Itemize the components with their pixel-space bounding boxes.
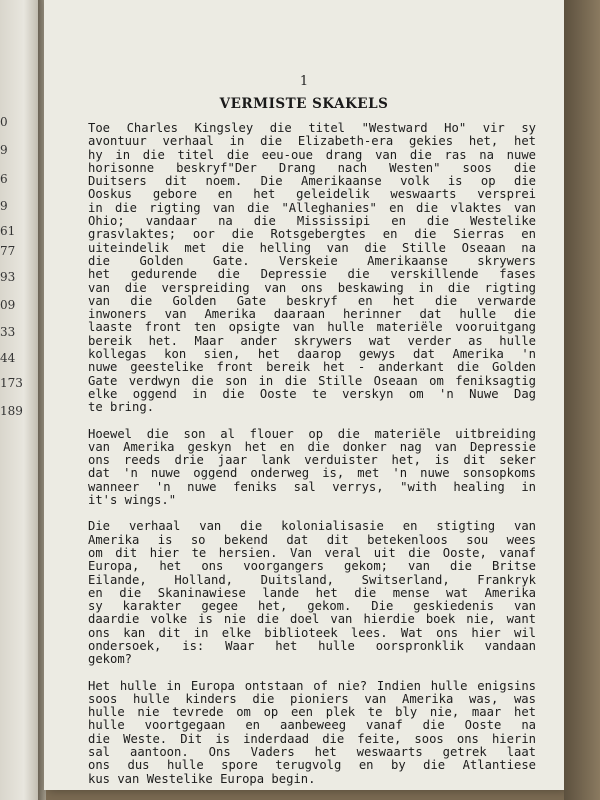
- paragraph: [88, 520, 536, 666]
- text-line: avontuur verhaal in die Elizabeth-era gekies het, het: [88, 134, 536, 149]
- left-page-number: 9: [0, 143, 8, 157]
- previous-page-edge: [0, 0, 40, 800]
- text-line: kollegas kon sien, het daarop gewys dat Amerika 'n: [88, 347, 536, 362]
- text-line: van Amerika geskyn het en die donker nag van Depressie: [88, 439, 536, 454]
- text-line: elke oggend in die Ooste te verskyn om 'n Nuwe Dag: [88, 386, 536, 401]
- text-line: kus van Westelike Europa begin.: [88, 771, 316, 786]
- left-page-number: 6: [0, 172, 8, 186]
- text-line: grasvlaktes; oor die Rotsgebergtes en die Sierras en: [88, 227, 536, 242]
- text-line: Die verhaal van die kolonialisasie en stigting van: [88, 519, 536, 534]
- text-line: ondersoek, is: Waar het hulle oorspronklik vandaan: [88, 638, 536, 653]
- text-line: in die rigting van die "Alleghanies" en die vlaktes van: [88, 200, 536, 215]
- text-line: hulle nie tevrede om op een plek te bly nie, maar het: [88, 705, 536, 720]
- table-background: [564, 0, 600, 800]
- text-line: Toe Charles Kingsley die titel "Westward Ho" vir sy: [88, 121, 536, 135]
- text-line: Gate verdwyn die son in die Stille Oseaan om feniksagtig: [88, 373, 536, 388]
- text-line: laaste front ten opsigte van hulle materiële vooruitgang: [88, 320, 536, 335]
- paragraph: [88, 122, 536, 415]
- text-line: Ooskus gebore en het geleidelik weswaarts versprei: [88, 187, 536, 202]
- left-page-number: 77: [0, 244, 16, 258]
- text-line: van die Golden Gate beskryf en het die verwarde: [88, 293, 536, 308]
- left-page-number: 173: [0, 376, 23, 390]
- left-page-number: 61: [0, 224, 16, 238]
- text-line: it's wings.": [88, 493, 177, 508]
- text-line: uiteindelik met die helling van die Stille Oseaan na: [88, 240, 536, 255]
- page-number: 1: [299, 74, 309, 89]
- text-line: sy karakter gegee het, gekom. Die geskiedenis van: [88, 599, 536, 614]
- left-page-number: 9: [0, 199, 8, 213]
- text-line: ons dus hulle spore terugvolg en by die Atlantiese: [88, 758, 536, 773]
- text-line: om dit hier te hersien. Van veral uit die Ooste, vanaf: [88, 545, 536, 560]
- text-line: ons reeds drie jaar lank verduister het, is dit seker: [88, 453, 536, 468]
- text-line: horisonne beskryf"Der Drang nach Westen" soos die: [88, 160, 536, 175]
- text-line: dat 'n nuwe oggend onderweg is, met 'n nuwe sonsopkoms: [88, 466, 536, 481]
- text-line: wanneer 'n nuwe feniks sal verrys, "with healing in: [88, 479, 536, 494]
- left-page-number: 09: [0, 298, 16, 312]
- text-line: hy in die titel die eeu-oue drang van die ras na nuwe: [88, 147, 536, 162]
- text-line: nuwe geestelike front bereik het - anderkant die Golden: [88, 360, 536, 375]
- body-text: [88, 122, 536, 799]
- paragraph: [88, 428, 536, 508]
- text-line: die Weste. Dit is inderdaad die feite, soos ons hierin: [88, 731, 536, 746]
- text-line: van die verspreiding van ons beskawing in die rigting: [88, 280, 536, 295]
- text-line: en die Skaninawiese lande het die mense wat Amerika: [88, 585, 536, 600]
- text-line: Ohio; vandaar na die Mississipi en die Westelike: [88, 214, 536, 229]
- text-line: te bring.: [88, 400, 155, 415]
- text-line: Europa, het ons voorgangers gekom; van die Britse: [88, 559, 536, 574]
- text-line: Het hulle in Europa ontstaan of nie? Indien hulle enigsins: [88, 678, 536, 693]
- left-page-number: 33: [0, 325, 16, 339]
- text-line: bereik het. Maar ander skrywers wat verder as hulle: [88, 333, 536, 348]
- text-line: Eilande, Holland, Duitsland, Switserland, Frankryk: [88, 572, 536, 587]
- text-line: Duitsers dit noem. Die Amerikaanse volk is op die: [88, 174, 536, 189]
- left-page-number: 44: [0, 351, 16, 365]
- chapter-title: VERMISTE SKAKELS: [219, 96, 389, 112]
- paragraph: [88, 680, 536, 786]
- left-page-number: 0: [0, 115, 8, 129]
- text-line: daardie volke is nie die doel van hierdie boek nie, want: [88, 612, 536, 627]
- text-line: gekom?: [88, 652, 133, 667]
- text-line: ons kan dit in elke biblioteek lees. Wat ons hier wil: [88, 625, 536, 640]
- left-page-number: 93: [0, 270, 16, 284]
- left-page-number: 189: [0, 404, 23, 418]
- text-line: hulle voortgegaan en aanbeweeg vanaf die Ooste na: [88, 718, 536, 733]
- text-line: inwoners van Amerika daaraan herinner dat hulle die: [88, 307, 536, 322]
- text-line: soos hulle kinders die pioniers van Amerika was, was: [88, 691, 536, 706]
- text-line: Hoewel die son al flouer op die materiële uitbreiding: [88, 426, 536, 441]
- text-line: Amerika is so bekend dat dit betekenloos sou wees: [88, 532, 536, 547]
- book-page: [44, 0, 564, 790]
- text-line: het gedurende die Depressie die verskillende fases: [88, 267, 536, 282]
- text-line: die Golden Gate. Verskeie Amerikaanse skrywers: [88, 253, 536, 268]
- text-line: sal aantoon. Ons Vaders het weswaarts getrek laat: [88, 745, 536, 760]
